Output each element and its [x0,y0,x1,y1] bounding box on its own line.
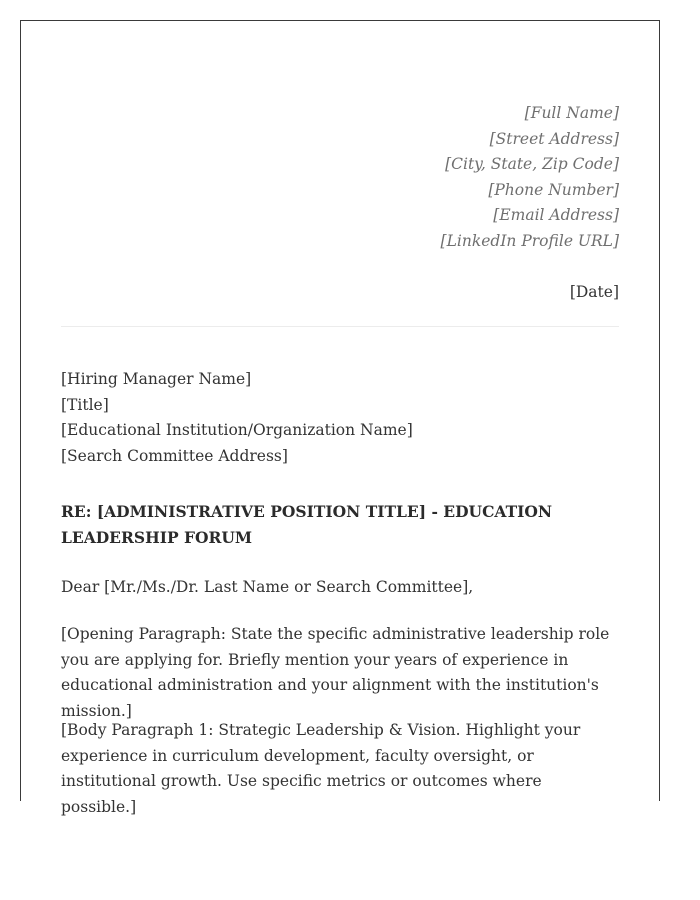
recipient-organization: [Educational Institution/Organization Name] [61,421,413,440]
recipient-name: [Hiring Manager Name] [61,370,252,388]
recipient-address: [Search Committee Address] [61,447,288,466]
sender-city-state-zip: [City, State, Zip Code] [445,155,619,173]
sender-email: [Email Address] [493,206,619,224]
sender-block [441,101,619,254]
header-divider [61,326,619,327]
sender-full-name: [Full Name] [524,104,619,122]
sender-phone: [Phone Number] [488,180,619,199]
letter-date: [Date] [569,283,619,301]
sender-linkedin: [LinkedIn Profile URL] [440,231,619,250]
recipient-title: [Title] [61,395,109,414]
subject-line: RE: [ADMINISTRATIVE POSITION TITLE] - EDUCATION LEADERSHIP FORUM [61,502,553,547]
letter-page [20,20,660,817]
opening-paragraph: [Opening Paragraph: State the specific administrative leadership role you are applying for. Briefly mention your years of experience in educational administration and your alignment with the institution's mission.] [61,625,610,721]
sender-street-address: [Street Address] [489,129,619,148]
body-paragraph-1: [Body Paragraph 1: Strategic Leadership & Vision. Highlight your experience in curriculum development, faculty oversight, or institutional growth. Use specific metrics or outcomes where possible.] [61,721,581,817]
salutation: Dear [Mr./Ms./Dr. Last Name or Search Committee], [61,578,474,596]
recipient-block [61,367,413,470]
